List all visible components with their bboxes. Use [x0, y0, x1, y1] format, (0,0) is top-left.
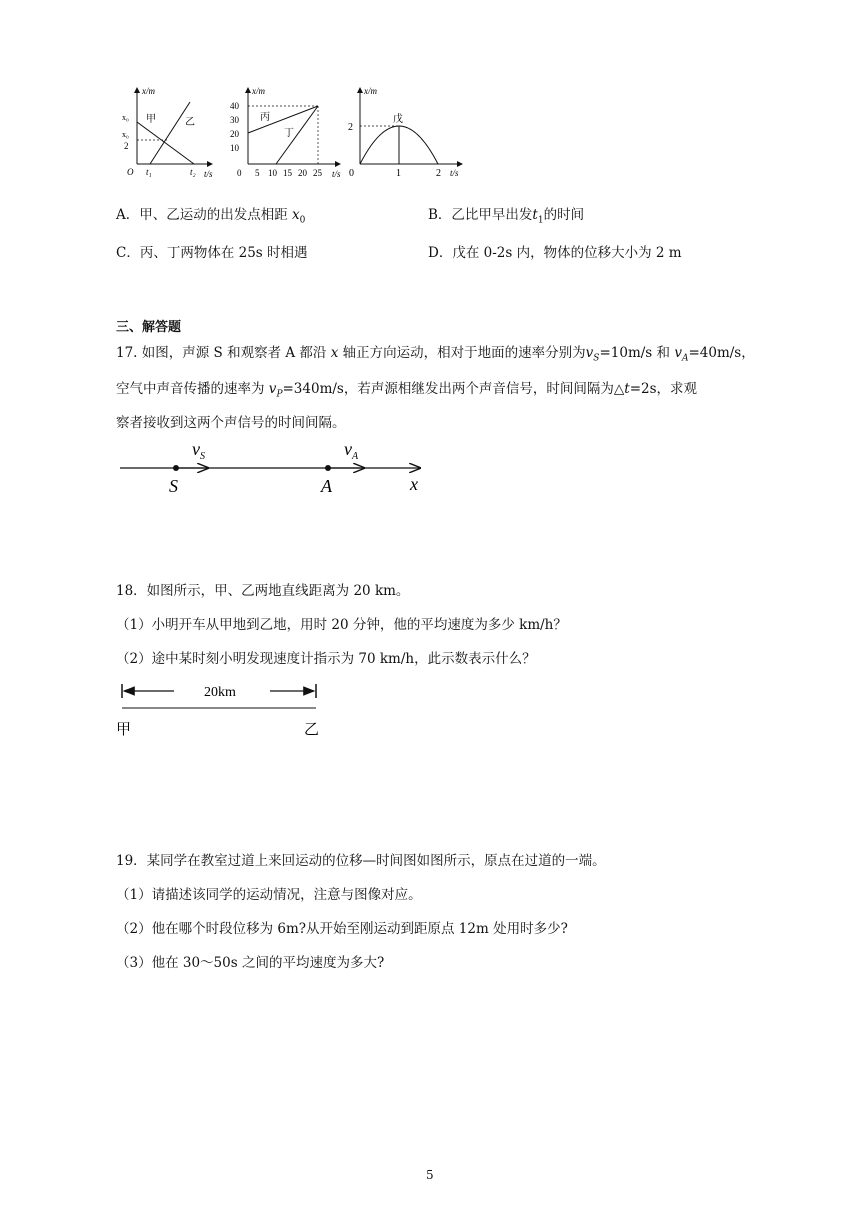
label-yi: 乙	[304, 722, 320, 738]
x-axis-label: t/s	[332, 169, 341, 179]
line-ding	[276, 106, 318, 164]
distance-label: 20km	[204, 685, 236, 700]
tick-1: 1	[396, 168, 401, 179]
q17-line1: 17. 如图，声源 S 和观察者 A 都沿 x 轴正方向运动，相对于地面的速率分别为$v_S=10m/s$ 和 $v_A=40m/s$，	[116, 345, 755, 364]
tick-x0-top: x₀	[122, 113, 129, 122]
option-c: C．丙、丁两物体在 25s 时相遇	[116, 245, 308, 261]
q17-line2: 空气中声音传播的速率为 $v_P=340m/s$，若声源相继发出两个声音信号，时间间隔为△t=2s，求观	[116, 381, 698, 400]
q19-line1: 19．某同学在教室过道上来回运动的位移—时间图如图所示，原点在过道的一端。	[116, 853, 606, 869]
tick-40: 40	[230, 101, 239, 111]
vs-label: $v_S$	[192, 439, 205, 462]
label-jia: 甲	[146, 114, 156, 125]
tick-2: 2	[348, 122, 353, 133]
graph-wu	[340, 84, 470, 184]
label-ding: 丁	[284, 128, 294, 139]
tick-10: 10	[230, 143, 239, 153]
va-label: $v_A$	[344, 439, 359, 462]
tick-20: 20	[230, 129, 239, 139]
origin-label: O	[127, 167, 134, 177]
label-wu: 戊	[393, 114, 403, 125]
label-yi: 乙	[185, 117, 195, 128]
tick-2: 2	[124, 141, 129, 151]
label-bing: 丙	[260, 112, 270, 123]
s-label: S	[169, 476, 178, 496]
line-yi	[150, 102, 190, 164]
y-axis-label: x/m	[364, 86, 377, 96]
option-d: D．戊在 0-2s 内，物体的位移大小为 2 m	[428, 245, 682, 261]
q18-line3: （2）途中某时刻小明发现速度计指示为 70 km/h，此示数表示什么？	[116, 651, 536, 667]
q19-line2: （1）请描述该同学的运动情况，注意与图像对应。	[116, 887, 422, 903]
line-bing	[248, 106, 318, 133]
tick-0: 0	[237, 168, 242, 178]
graph-jia-yi	[112, 84, 222, 184]
q18-line1: 18．如图所示，甲、乙两地直线距离为 20 km。	[116, 583, 410, 599]
label-jia: 甲	[116, 722, 132, 738]
q19-line4: （3）他在 30～50s 之间的平均速度为多大?	[116, 955, 385, 971]
tick-15: 15	[283, 168, 292, 178]
y-axis-label: x/m	[142, 86, 155, 96]
tick-t2: t₂	[190, 167, 196, 177]
origin-label: 0	[349, 168, 354, 179]
y-axis-label: x/m	[252, 86, 265, 96]
q18-figure	[112, 678, 332, 740]
option-a: A．甲、乙运动的出发点相距 $x_0$	[116, 207, 306, 226]
tick-25: 25	[313, 168, 322, 178]
tick-2: 2	[436, 168, 441, 179]
tick-30: 30	[230, 115, 239, 125]
tick-x0: x₀	[122, 130, 129, 139]
tick-t1: t₁	[146, 167, 152, 177]
x-axis-label: t/s	[450, 168, 459, 178]
a-label: A	[321, 476, 332, 496]
x-label: x	[410, 474, 418, 494]
tick-10: 10	[268, 168, 277, 178]
tick-5: 5	[255, 168, 260, 178]
section-title: 三、解答题	[116, 320, 182, 335]
x-axis-label: t/s	[204, 169, 213, 179]
q17-figure	[116, 438, 436, 500]
q17-line3: 察者接收到这两个声信号的时间间隔。	[116, 415, 346, 431]
graph-bing-ding	[228, 84, 348, 184]
q19-line3: （2）他在哪个时段位移为 6m?从开始至刚运动到距原点 12m 处用时多少?	[116, 921, 568, 937]
line-jia	[137, 122, 194, 164]
page-number: 5	[426, 1168, 434, 1182]
tick-20: 20	[298, 168, 307, 178]
q18-line2: （1）小明开车从甲地到乙地，用时 20 分钟，他的平均速度为多少 km/h？	[116, 617, 567, 633]
option-b: B．乙比甲早出发$t_1$的时间	[428, 207, 585, 226]
